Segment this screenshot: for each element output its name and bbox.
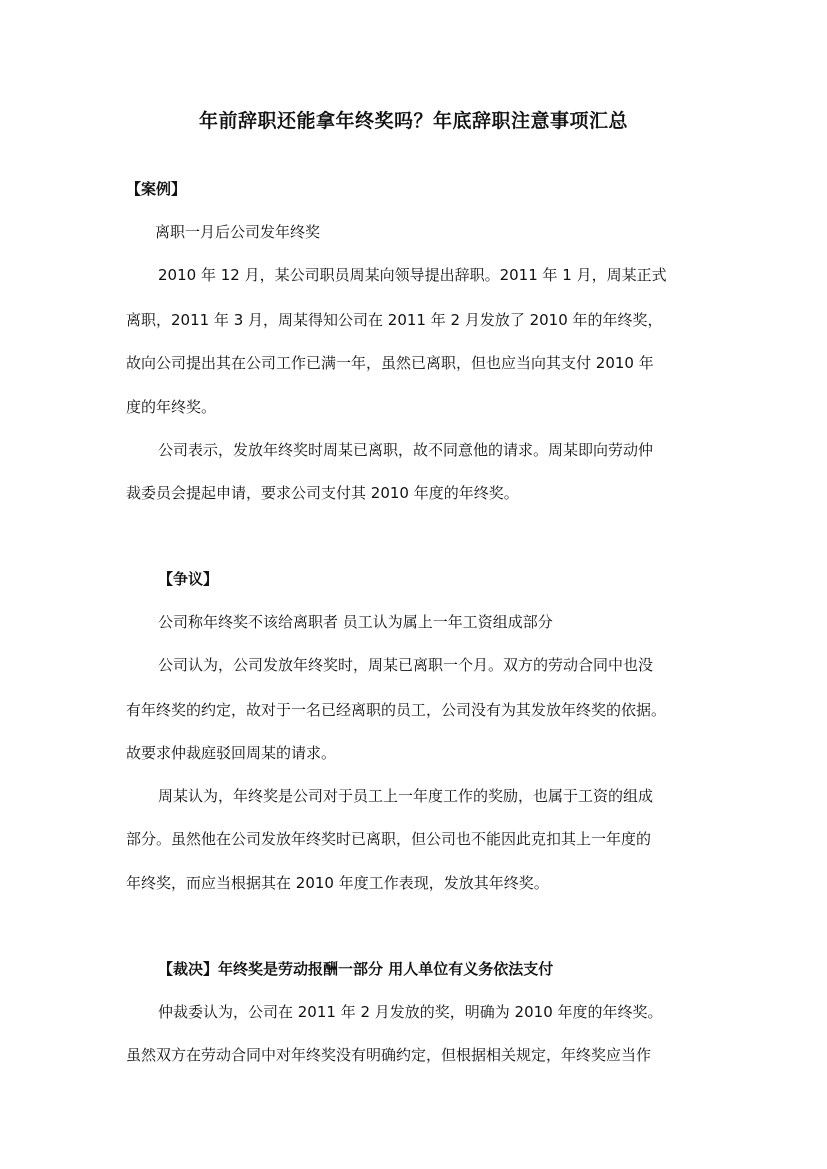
dispute-heading: 【争议】 bbox=[158, 570, 219, 588]
ruling-heading: 【裁决】年终奖是劳动报酬一部分 用人单位有义务依法支付 bbox=[158, 960, 554, 978]
case-p2-line-2: 裁委员会提起申请，要求公司支付其 2010 年度的年终奖。 bbox=[126, 484, 519, 502]
case-p1-line-4: 度的年终奖。 bbox=[126, 398, 217, 416]
case-subtitle: 离职一月后公司发年终奖 bbox=[155, 223, 321, 241]
dispute-p2-line-1: 周某认为，年终奖是公司对于员工上一年度工作的奖励，也属于工资的组成 bbox=[158, 787, 654, 805]
dispute-p1-line-1: 公司认为，公司发放年终奖时，周某已离职一个月。双方的劳动合同中也没 bbox=[158, 656, 654, 674]
document-title: 年前辞职还能拿年终奖吗？年底辞职注意事项汇总 bbox=[198, 110, 628, 132]
case-p1-line-3: 故向公司提出其在公司工作已满一年，虽然已离职，但也应当向其支付 2010 年 bbox=[126, 354, 654, 372]
dispute-p2-line-3: 年终奖，而应当根据其在 2010 年度工作表现，发放其年终奖。 bbox=[126, 874, 549, 892]
case-p1-line-1: 2010 年 12 月，某公司职员周某向领导提出辞职。2011 年 1 月，周某正式 bbox=[158, 266, 667, 284]
case-heading: 【案例】 bbox=[126, 180, 187, 198]
case-p2-line-1: 公司表示，发放年终奖时周某已离职，故不同意他的请求。周某即向劳动仲 bbox=[158, 441, 654, 459]
dispute-subtitle: 公司称年终奖不该给离职者 员工认为属上一年工资组成部分 bbox=[158, 613, 553, 631]
dispute-p1-line-2: 有年终奖的约定，故对于一名已经离职的员工，公司没有为其发放年终奖的依据。 bbox=[126, 701, 667, 719]
dispute-p1-line-3: 故要求仲裁庭驳回周某的请求。 bbox=[126, 744, 337, 762]
dispute-p2-line-2: 部分。虽然他在公司发放年终奖时已离职，但公司也不能因此克扣其上一年度的 bbox=[126, 830, 652, 848]
ruling-p1-line-1: 仲裁委认为，公司在 2011 年 2 月发放的奖，明确为 2010 年度的年终奖。 bbox=[158, 1003, 663, 1021]
case-p1-line-2: 离职，2011 年 3 月，周某得知公司在 2011 年 2 月发放了 2010 年的年终奖， bbox=[126, 311, 663, 329]
ruling-p1-line-2: 虽然双方在劳动合同中对年终奖没有明确约定，但根据相关规定，年终奖应当作 bbox=[126, 1046, 652, 1064]
